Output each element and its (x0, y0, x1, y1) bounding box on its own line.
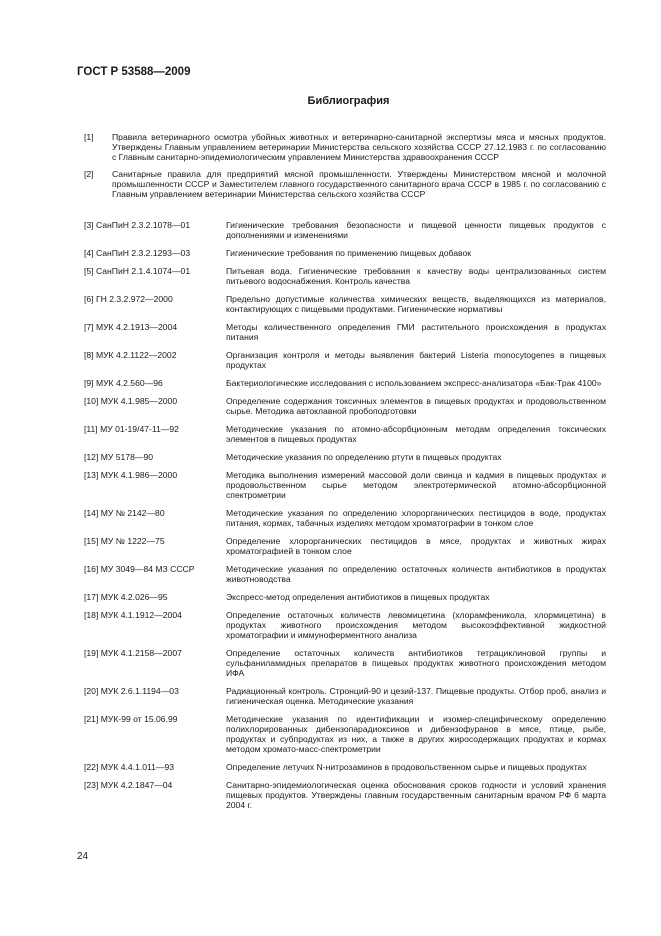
entry-number: [1] (84, 132, 94, 142)
entry-code: [5] СанПиН 2.1.4.1074—01 (84, 266, 191, 276)
entry-code: [3] СанПиН 2.3.2.1078—01 (84, 220, 191, 230)
entry-number: [2] (84, 169, 94, 179)
entry-text: Санитарные правила для предприятий мясной промышленности. Утверждены Министерством мясной и молочной промышленности СССР и Заместителем главного государственного санитарного врача СССР в 1985 г. по согласованию с Главным управлением ветеринарии Министерства сельского хозяйства СССР (112, 169, 606, 199)
bibliography-entry (84, 714, 606, 762)
entry-text: Методические указания по идентификации и изомер-специфическому определению полихлорированных дибензопарадиоксинов и дибензофуранов в мясе, птице, рыбе, продуктах и субпродуктах из них, а также в других жиросодержащих продуктах и кормах методом хромато-масс-спектрометрии (226, 714, 606, 754)
entry-code: [4] СанПиН 2.3.2.1293—03 (84, 248, 191, 258)
entry-text: Методические указания по определению ртути в пищевых продуктах (226, 452, 502, 462)
entry-code: [19] МУК 4.1.2158—2007 (84, 648, 182, 658)
entry-text: Экспресс-метод определения антибиотиков в пищевых продуктах (226, 592, 490, 602)
entry-text: Организация контроля и методы выявления бактерий Listeria monocytogenes в пищевых продуктах (226, 350, 606, 370)
page-number: 24 (77, 851, 89, 862)
bibliography-entry (84, 470, 606, 508)
entry-code: [22] МУК 4.4.1.011—93 (84, 762, 175, 772)
entry-text: Методика выполнения измерений массовой доли свинца и кадмия в пищевых продуктах и продовольственном сырье методом электротермической атомно-абсорбционной спектрометрии (226, 470, 606, 500)
entry-text: Определение хлорорганических пестицидов в мясе, продуктах и животных жирах хроматографией в тонком слое (226, 536, 606, 556)
bibliography-entry (84, 592, 606, 610)
entry-text: Бактериологические исследования с использованием экспресс-анализатора «Бак-Трак 4100» (226, 378, 602, 388)
bibliography-entry (84, 266, 606, 294)
entry-text: Предельно допустимые количества химических веществ, выделяющихся из материалов, контактирующих с пищевыми продуктами. Гигиенические нормативы (226, 294, 606, 314)
bibliography-list-intro (84, 132, 606, 199)
entry-text: Методические указания по определению хлорорганических пестицидов в воде, продуктах питания, кормах, табачных изделиях методом хроматографии в тонком слое (226, 508, 606, 528)
bibliography-entry (84, 350, 606, 378)
entry-text: Определение летучих N-нитрозаминов в продовольственном сырье и пищевых продуктах (226, 762, 587, 772)
entry-text: Методы количественного определения ГМИ растительного происхождения в продуктах питания (226, 322, 606, 342)
bibliography-entry (84, 762, 606, 780)
bibliography-entry (84, 610, 606, 648)
entry-text: Определение содержания токсичных элементов в пищевых продуктах и продовольственном сырье. Методика автоклавной пробоподготовки (226, 396, 606, 416)
bibliography-entry (84, 536, 606, 564)
entry-code: [8] МУК 4.2.1122—2002 (84, 350, 177, 360)
entry-code: [17] МУК 4.2.026—95 (84, 592, 168, 602)
entry-text: Санитарно-эпидемиологическая оценка обоснования сроков годности и условий хранения пищевых продуктов. Утверждены главным государственным санитарным врачом РФ 6 марта 2004 г. (226, 780, 606, 810)
bibliography-entry (84, 780, 606, 818)
section-title: Библиография (307, 95, 390, 107)
entry-text: Гигиенические требования по применению пищевых добавок (226, 248, 472, 258)
entry-code: [13] МУК 4.1.986—2000 (84, 470, 178, 480)
entry-text: Методические указания по атомно-абсорбционным методам определения токсических элементов в пищевых продуктах (226, 424, 606, 444)
entry-text: Правила ветеринарного осмотра убойных животных и ветеринарно-санитарной экспертизы мяса и мясных продуктов. Утверждены Главным управлением ветеринарии Министерства сельского хозяйства СССР 27.12.1983 г. по согласованию с Главным санитарно-эпидемиологическим управлением Министерства здравоохранения СССР (112, 132, 606, 162)
bibliography-entry (84, 322, 606, 350)
entry-text: Методические указания по определению остаточных количеств антибиотиков в продуктах животноводства (226, 564, 606, 584)
entry-code: [9] МУК 4.2.560—96 (84, 378, 163, 388)
entry-code: [10] МУК 4.1.985—2000 (84, 396, 178, 406)
entry-code: [18] МУК 4.1.1912—2004 (84, 610, 182, 620)
bibliography-entry (84, 424, 606, 452)
entry-text: Радиационный контроль. Стронций-90 и цезий-137. Пищевые продукты. Отбор проб, анализ и гигиеническая оценка. Методические указания (226, 686, 606, 706)
entry-code: [12] МУ 5178—90 (84, 452, 153, 462)
bibliography-entry (84, 508, 606, 536)
entry-code: [14] МУ № 2142—80 (84, 508, 165, 518)
bibliography-entry (84, 648, 606, 686)
entry-code: [6] ГН 2.3.2.972—2000 (84, 294, 173, 304)
entry-text: Определение остаточных количеств антибиотиков тетрациклиновой группы и сульфаниламидных препаратов в пищевых продуктах животного происхождения методом ИФА (226, 648, 606, 678)
bibliography-entry (84, 220, 606, 248)
bibliography-entry (84, 452, 606, 470)
bibliography-entry (84, 248, 606, 266)
entry-code: [20] МУК 2.6.1.1194—03 (84, 686, 179, 696)
entry-code: [21] МУК-99 от 15.06.99 (84, 714, 178, 724)
entry-text: Питьевая вода. Гигиенические требования к качеству воды централизованных систем питьевого водоснабжения. Контроль качества (226, 266, 606, 286)
bibliography-entry (84, 378, 606, 396)
entry-code: [23] МУК 4.2.1847—04 (84, 780, 173, 790)
bibliography-entry (84, 294, 606, 322)
entry-code: [16] МУ 3049—84 МЗ СССР (84, 564, 195, 574)
bibliography-entry (84, 132, 606, 162)
bibliography-entry (84, 169, 606, 199)
bibliography-entry (84, 564, 606, 592)
entry-code: [15] МУ № 1222—75 (84, 536, 165, 546)
bibliography-entry (84, 686, 606, 714)
entry-text: Определение остаточных количеств левомицетина (хлорамфеникола, хлормицетина) в продуктах животного происхождения методом высокоэффективной жидкостной хроматографии и иммуноферментного анализа (226, 610, 606, 640)
bibliography-table (84, 220, 606, 818)
entry-text: Гигиенические требования безопасности и пищевой ценности пищевых продуктов с дополнениями и изменениями (226, 220, 606, 240)
document-code: ГОСТ Р 53588—2009 (77, 66, 191, 78)
entry-code: [7] МУК 4.2.1913—2004 (84, 322, 178, 332)
entry-code: [11] МУ 01-19/47-11—92 (84, 424, 179, 434)
bibliography-entry (84, 396, 606, 424)
